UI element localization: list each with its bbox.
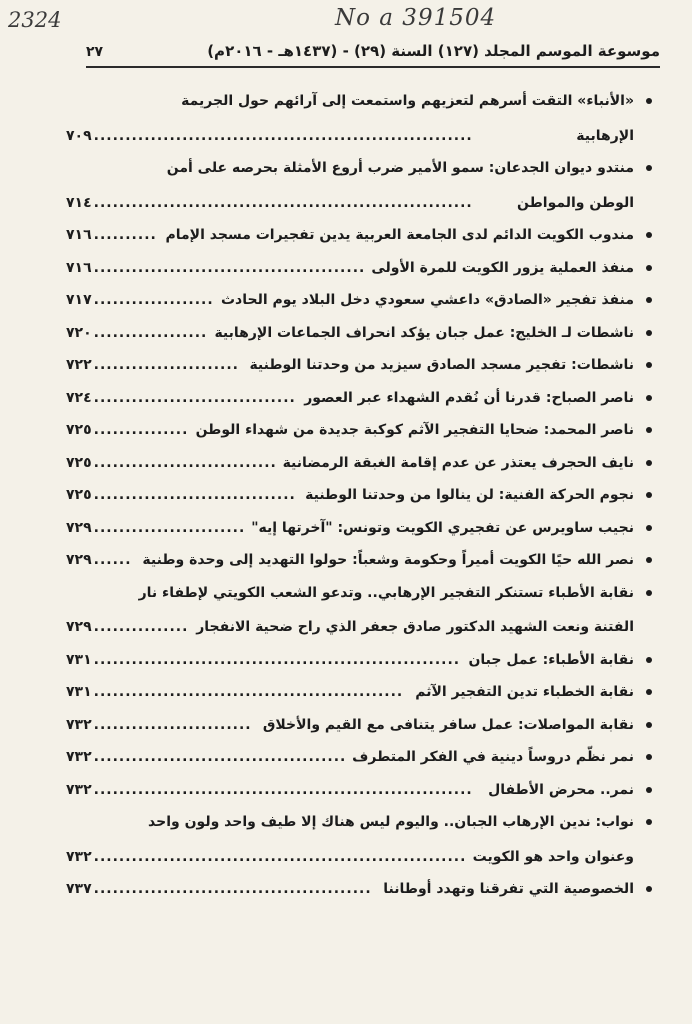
page-reference [66,259,365,277]
entry-text: ناشطات لـ الخليج: عمل جبان يؤكد انحراف الجماعات الإرهابية [214,324,634,341]
dot-leader: ............................. [93,454,277,471]
index-entry [66,880,652,898]
bullet-icon [646,590,652,596]
entry-text: نمر.. محرض الأطفال [488,781,634,798]
page-reference [66,716,252,734]
dot-leader: ............................................................ [93,127,473,144]
bullet-icon [646,165,652,171]
bullet-icon [646,525,652,531]
dot-leader: ................................ [93,389,296,406]
entry-text: نواب: ندين الإرهاب الجبان.. واليوم ليس هناك إلا طيف واحد ولون واحد [148,814,634,830]
dot-leader: .......................................................... [93,651,461,668]
entry-page-number: ٧٣٢ [66,716,92,733]
page-reference [66,389,296,407]
entry-page-number: ٧٣٧ [66,881,92,897]
entry-page-number: ٧١٧ [66,292,92,308]
entry-text: منتدو ديوان الجدعان: سمو الأمير ضرب أروع الأمثلة بحرصه على أمن [166,160,634,176]
running-header [86,40,660,68]
entry-text: الوطن والمواطن [517,194,634,211]
entry-page-number: ٧٢٥ [66,422,92,438]
page-reference [66,651,460,669]
index-entry [66,584,652,637]
dot-leader: ................... [93,292,214,308]
entry-page-number: ٧٢٩ [66,519,92,536]
page-reference [66,194,473,212]
bullet-icon [646,362,652,368]
entry-page-number: ٧٣١ [66,651,92,668]
bullet-icon [646,427,652,433]
index-entry [66,748,652,766]
entry-page-number: ٧١٦ [66,227,92,243]
entry-page-number: ٧٠٩ [66,127,92,144]
entry-text: نجوم الحركة الفنية: لن ينالوا من وحدتنا الوطنية [305,487,634,503]
dot-leader: ......................... [93,716,252,733]
entry-page-number: ٧٢٥ [66,454,92,471]
page-reference [66,781,473,799]
dot-leader: ............... [93,422,189,438]
page-reference [66,683,403,701]
entry-text: وعنوان واحد هو الكويت [472,848,634,865]
index-entry [66,781,652,799]
bullet-icon [646,886,652,892]
index-entry [66,291,652,309]
page-reference [66,356,239,374]
index-entry [66,716,652,734]
index-entry [66,551,652,569]
bullet-icon [646,754,652,760]
bullet-icon [646,657,652,663]
entry-page-number: ٧٢٤ [66,389,92,406]
entry-text: نجيب ساويرس عن تفجيري الكويت وتونس: "آخرتها إيه" [251,519,634,536]
bullet-icon [646,98,652,104]
page-reference [66,226,157,244]
bullet-icon [646,722,652,728]
entry-page-number: ٧٢٥ [66,487,92,503]
index-entry [66,651,652,669]
dot-leader: ........................................ [93,749,347,765]
entry-text: ناشطات: تفجير مسجد الصادق سيزيد من وحدتنا الوطنية [249,357,634,373]
page-reference [66,519,245,537]
bullet-icon [646,297,652,303]
page-reference [66,618,188,636]
bullet-icon [646,460,652,466]
bullet-icon [646,787,652,793]
index-entry [66,389,652,407]
entry-page-number: ٧٣١ [66,684,92,700]
entry-text: مندوب الكويت الدائم لدى الجامعة العربية يدين تفجيرات مسجد الإمام [165,227,634,243]
entry-page-number: ٧٣٢ [66,749,92,765]
entry-page-number: ٧٢٠ [66,324,92,341]
dot-leader: ....................... [93,357,239,373]
index-entry [66,159,652,212]
entry-text: نصر الله حيًا الكويت أميراً وحكومة وشعباً: حولوا التهديد إلى وحدة وطنية [142,552,634,568]
page-reference [66,551,132,569]
bullet-icon [646,265,652,271]
index-entry [66,226,652,244]
handwritten-reference: No a 391504 [335,5,497,31]
entry-page-number: ٧١٤ [66,194,92,211]
bullet-icon [646,689,652,695]
handwritten-number: 2324 [8,8,62,32]
dot-leader: ........................................... [93,259,366,276]
page-reference [66,486,296,504]
dot-leader: ...... [93,552,132,568]
index-entry [66,259,652,277]
page-reference [66,421,188,439]
dot-leader: ............... [93,619,189,635]
entry-text: نقابة المواصلات: عمل سافر يتنافى مع القيم والأخلاق [262,716,634,733]
entry-text: منفذ العملية يزور الكويت للمرة الأولى [371,259,634,276]
index-entry [66,421,652,439]
page-number: ٢٧ [86,44,104,60]
entry-text: الخصوصية التي تفرقنا وتهدد أوطاننا [383,881,634,897]
index-entry [66,454,652,472]
entry-text: ناصر المحمد: ضحايا التفجير الآثم كوكبة جديدة من شهداء الوطن [195,422,634,438]
dot-leader: .......... [93,227,157,243]
dot-leader: .................. [93,324,208,341]
bullet-icon [646,330,652,336]
entry-page-number: ٧٣٢ [66,781,92,798]
entry-text: «الأنباء» التقت أسرهم لتعزيهم واستمعت إلى آرائهم حول الجريمة [181,93,634,109]
entry-page-number: ٧٢٩ [66,552,92,568]
index-entry [66,519,652,537]
entry-text: نايف الحجرف يعتذر عن عدم إقامة الغبقة الرمضانية [282,454,634,471]
header-title: موسوعة الموسم المجلد (١٢٧) السنة (٢٩) - (١٤٣٧هـ - ٢٠١٦م) [207,42,660,60]
index-entry [66,324,652,342]
entry-text: نقابة الخطباء تدين التفجير الآثم [415,684,634,700]
page-reference [66,848,466,866]
index-entry [66,356,652,374]
entry-text: نقابة الأطباء: عمل جبان [468,651,634,668]
page-reference [66,454,277,472]
page-reference [66,291,214,309]
bullet-icon [646,395,652,401]
entry-page-number: ٧٢٩ [66,619,92,635]
entry-text: ناصر الصباح: قدرنا أن نُقدم الشهداء عبر العصور [304,389,634,406]
entry-text: الإرهابية [576,127,634,144]
entry-page-number: ٧٢٢ [66,357,92,373]
index-entry [66,486,652,504]
index-entry [66,683,652,701]
entry-text: الفتنة ونعت الشهيد الدكتور صادق جعفر الذي راح ضحية الانفجار [196,619,634,635]
bullet-icon [646,819,652,825]
dot-leader: ................................................. [93,684,404,700]
dot-leader: ............................................................ [93,194,473,211]
dot-leader: ............................................................ [93,781,473,798]
entry-text: نقابة الأطباء تستنكر التفجير الإرهابي.. وتدعو الشعب الكويتي لإطفاء نار [138,584,634,601]
dot-leader: ................................ [93,487,296,503]
entry-page-number: ٧١٦ [66,259,92,276]
index-entry [66,92,652,145]
dot-leader: ........................ [93,519,246,536]
page-reference [66,127,473,145]
entry-text: نمر نظّم دروساً دينية في الفكر المتطرف [352,749,634,765]
index-list [66,92,652,898]
bullet-icon [646,232,652,238]
dot-leader: ........................................................... [93,848,467,865]
entry-page-number: ٧٣٢ [66,848,92,865]
entry-text: منفذ تفجير «الصادق» داعشي سعودي دخل البلاد يوم الحادث [220,292,634,308]
page-reference [66,324,207,342]
page-reference [66,880,372,898]
index-entry [66,813,652,866]
page-reference [66,748,346,766]
bullet-icon [646,557,652,563]
bullet-icon [646,492,652,498]
dot-leader: ............................................ [93,881,372,897]
